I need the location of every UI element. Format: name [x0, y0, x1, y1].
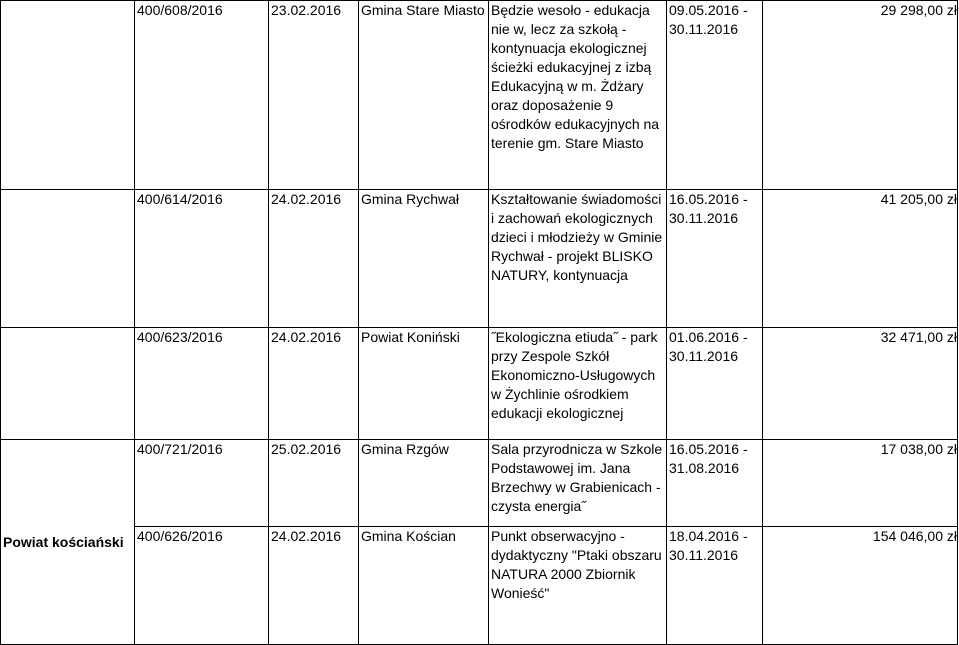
agreement-date: 24.02.2016: [269, 527, 359, 645]
project-period: 01.06.2016 - 30.11.2016: [667, 328, 763, 440]
county-label: Powiat kościański: [3, 533, 124, 550]
grant-amount: 41 205,00 zł: [763, 190, 958, 328]
project-title: Sala przyrodnicza w Szkole Podstawowej im. Jana Brzechwy w Grabienicach - czysta energia˝: [489, 440, 667, 527]
project-period: 18.04.2016 - 30.11.2016: [667, 527, 763, 645]
agreement-number: 400/721/2016: [135, 440, 269, 527]
table-row: [1, 190, 958, 328]
grant-amount: 29 298,00 zł: [763, 1, 958, 190]
agreement-number: 400/614/2016: [135, 190, 269, 328]
grant-amount: 17 038,00 zł: [763, 440, 958, 527]
county-cell: [1, 190, 135, 328]
project-title: Kształtowanie świadomości i zachowań ekologicznych dzieci i młodzieży w Gminie Rychwał - projekt BLISKO NATURY, kontynuacja: [489, 190, 667, 328]
county-cell: [1, 1, 135, 190]
agreement-number: 400/608/2016: [135, 1, 269, 190]
project-period: 16.05.2016 - 31.08.2016: [667, 440, 763, 527]
project-period: 09.05.2016 - 30.11.2016: [667, 1, 763, 190]
agreement-date: 24.02.2016: [269, 328, 359, 440]
project-period: 16.05.2016 - 30.11.2016: [667, 190, 763, 328]
table-row: [1, 328, 958, 440]
agreement-date: 24.02.2016: [269, 190, 359, 328]
beneficiary: Powiat Koniński: [359, 328, 489, 440]
grant-amount: 154 046,00 zł: [763, 527, 958, 645]
beneficiary: Gmina Stare Miasto: [359, 1, 489, 190]
table-row: [1, 440, 958, 527]
table-row: [1, 1, 958, 190]
project-title: Będzie wesoło - edukacja nie w, lecz za szkołą - kontynuacja ekologicznej ścieżki edukacyjnej z izbą Edukacyjną w m. Żdżary oraz doposażenie 9 ośrodków edukacyjnych na terenie gm. Stare Miasto: [489, 1, 667, 190]
beneficiary: Gmina Rzgów: [359, 440, 489, 527]
project-title: ˝Ekologiczna etiuda˝ - park przy Zespole Szkół Ekonomiczno-Usługowych w Żychlinie ośrodkiem edukacji ekologicznej: [489, 328, 667, 440]
table-row: [1, 527, 958, 645]
county-cell: [1, 440, 135, 645]
beneficiary: Gmina Rychwał: [359, 190, 489, 328]
county-cell: [1, 328, 135, 440]
agreement-number: 400/626/2016: [135, 527, 269, 645]
agreement-number: 400/623/2016: [135, 328, 269, 440]
beneficiary: Gmina Kościan: [359, 527, 489, 645]
agreement-date: 23.02.2016: [269, 1, 359, 190]
project-title: Punkt obserwacyjno - dydaktyczny "Ptaki obszaru NATURA 2000 Zbiornik Wonieść": [489, 527, 667, 645]
grant-amount: 32 471,00 zł: [763, 328, 958, 440]
agreement-date: 25.02.2016: [269, 440, 359, 527]
